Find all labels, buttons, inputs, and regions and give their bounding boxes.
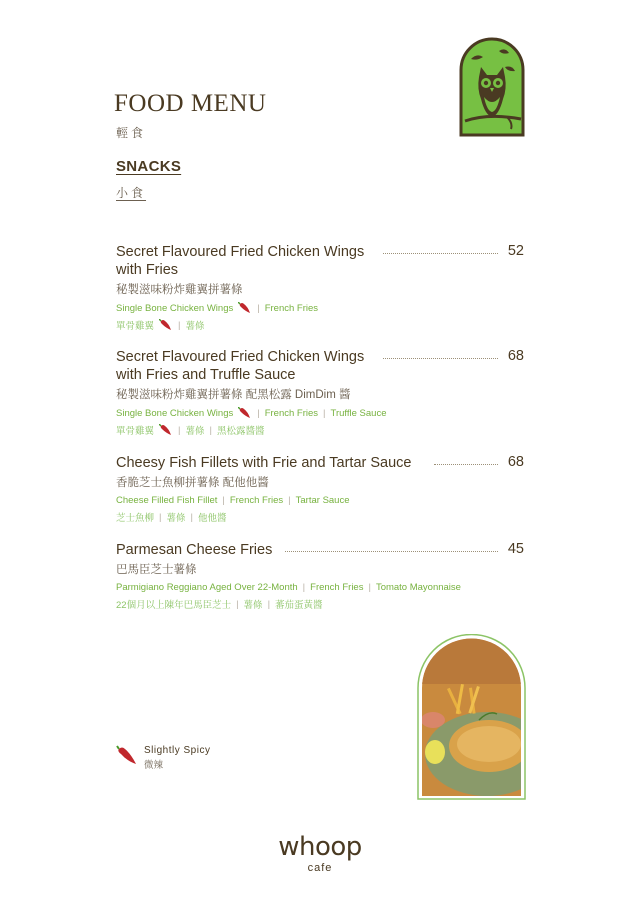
section-title: SNACKS (116, 158, 182, 175)
menu-item-name-zh: 巴馬臣芝士薯條 (116, 564, 197, 576)
menu-item-name: Secret Flavoured Fried Chicken Wings with Fries and Truffle Sauce (116, 349, 365, 383)
dot-leader (383, 253, 498, 255)
page-title-zh: 輕食 (116, 126, 147, 140)
dot-leader (434, 464, 498, 466)
menu-item-ingredients-zh: 單骨雞翼 | 薯條 (116, 319, 205, 332)
owl-logo (459, 37, 525, 137)
brand-subtitle: cafe (307, 862, 333, 874)
spicy-legend (116, 745, 210, 771)
chili-pepper-icon (116, 745, 138, 770)
menu-item-ingredients: Cheese Filled Fish Fillet | French Fries | Tartar Sauce (116, 495, 350, 506)
dot-leader (285, 551, 498, 553)
menu-item-name: Secret Flavoured Fried Chicken Wings with Fries (116, 244, 365, 278)
menu-item-price: 68 (507, 348, 524, 364)
menu-item-price: 68 (507, 454, 524, 470)
menu-item-name: Cheesy Fish Fillets with Frie and Tartar Sauce (116, 455, 412, 471)
menu-item-ingredients: Parmigiano Reggiano Aged Over 22-Month | French Fries | Tomato Mayonnaise (116, 582, 461, 593)
menu-item-name: Parmesan Cheese Fries (116, 542, 273, 558)
food-photo (417, 634, 526, 800)
menu-item-ingredients: Single Bone Chicken Wings | French Fries (116, 302, 319, 314)
menu-item (116, 243, 526, 332)
menu-item-name-zh: 香脆芝士魚柳拼薯條 配他他醬 (116, 477, 269, 489)
dot-leader (383, 358, 498, 360)
menu-item-name-zh: 秘製滋味粉炸雞翼拼薯條 配黑松露 DimDim 醬 (116, 389, 351, 401)
menu-item-ingredients: Single Bone Chicken Wings | French Fries | Truffle Sauce (116, 407, 387, 419)
page-title: FOOD MENU (114, 90, 267, 117)
chili-pepper-icon (238, 407, 252, 419)
menu-item-name-zh: 秘製滋味粉炸雞翼拼薯條 (116, 284, 243, 296)
menu-item-ingredients-zh: 22個月以上陳年巴馬臣芝士 | 薯條 | 蕃茄蛋黃醬 (116, 598, 323, 611)
section-title-zh: 小食 (116, 186, 147, 200)
menu-item-ingredients-zh: 芝士魚柳 | 薯條 | 他他醬 (116, 511, 227, 524)
chili-pepper-icon (159, 424, 173, 436)
legend-label-zh: 微辣 (144, 760, 164, 771)
menu-item-price: 52 (507, 243, 524, 259)
brand-logo: whoop (278, 832, 362, 862)
legend-label: Slightly Spicy (144, 745, 211, 756)
chili-pepper-icon (159, 319, 173, 331)
menu-item-price: 45 (507, 541, 524, 557)
chili-pepper-icon (238, 302, 252, 314)
menu-item (116, 348, 526, 437)
menu-item-ingredients-zh: 單骨雞翼 | 薯條 | 黑松露醬醬 (116, 424, 265, 437)
